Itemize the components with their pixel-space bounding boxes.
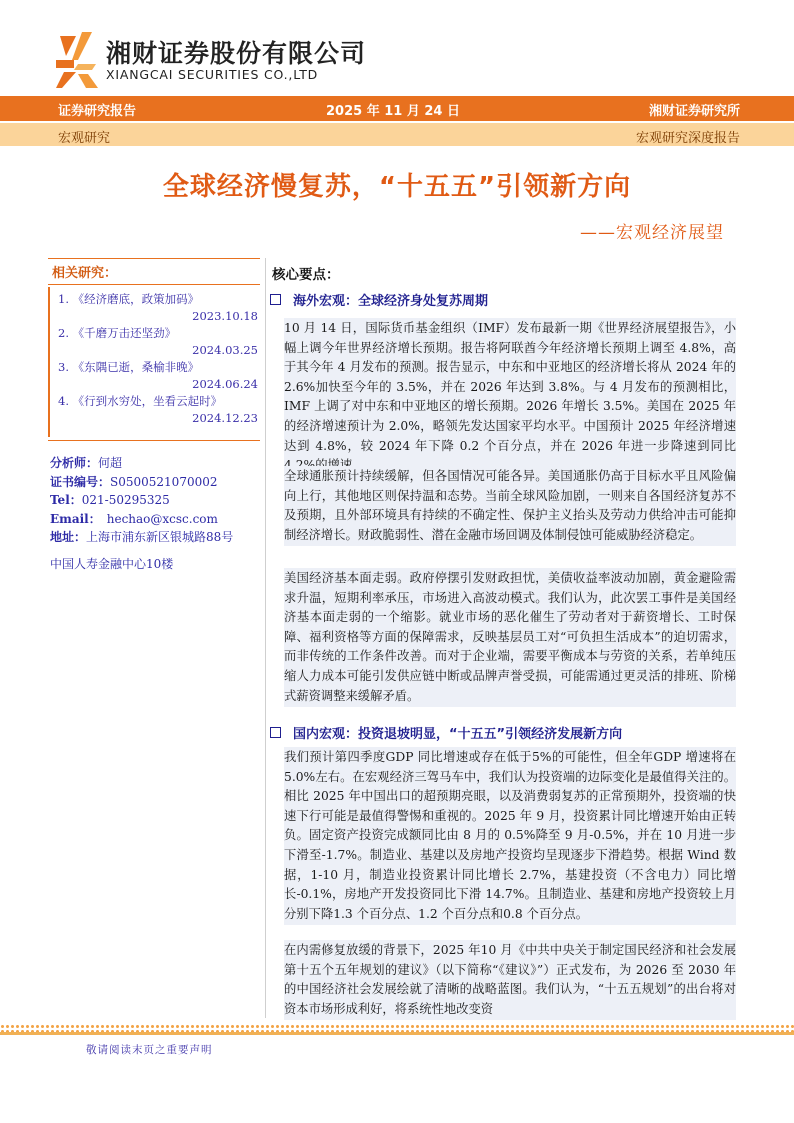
related-research-heading: 相关研究： bbox=[52, 266, 118, 281]
column-divider bbox=[265, 258, 266, 1018]
related-research-item[interactable]: 4. 《行到水穷处，坐看云起时》 2024.12.23 bbox=[58, 394, 258, 425]
research-institute: 湘财证券研究所 bbox=[648, 104, 740, 119]
analyst-info bbox=[50, 454, 260, 573]
report-date: 2025 年 11 月 24 日 bbox=[326, 104, 460, 119]
divider bbox=[48, 284, 260, 285]
related-research-list bbox=[48, 287, 262, 437]
paragraph: 在内需修复放缓的背景下，2025 年10 月《中共中央关于制定国民经济和社会发展第十五个五年规划的建议》（以下简称“《建议》”）正式发布，为 2026 至 2030 年的中国经济社会发展绘就了清晰的战略蓝图。我们认为，“十五五规划”的出台将对资本市场形成利好，将系统性地改变资 bbox=[284, 940, 736, 1020]
analyst-address-row-2: 中国人寿金融中心10楼 bbox=[50, 556, 174, 571]
related-research-item[interactable]: 2. 《千磨万击还坚劲》 2024.03.25 bbox=[58, 326, 258, 357]
analyst-address-row: 地址：上海市浦东新区银城路88号 bbox=[50, 530, 234, 544]
analyst-name-row: 分析师：何超 bbox=[50, 456, 123, 470]
related-research-item[interactable]: 3. 《东隅已逝，桑榆非晚》 2024.06.24 bbox=[58, 360, 258, 391]
paragraph: 全球通胀预计持续缓解，但各国情况可能各异。美国通胀仍高于目标水平且风险偏向上行，其他地区则保持温和态势。当前全球风险加剧，一则来自各国经济复苏不及预期，且外部环境具有持续的不确定性、保护主义抬头及劳动力供给冲击可能抑制经济增长。财政脆弱性、潜在金融市场回调及体制侵蚀可能威胁经济稳定。 bbox=[284, 466, 736, 546]
core-points-heading: 核心要点： bbox=[272, 267, 340, 283]
section-heading-overseas: 海外宏观：全球经济身处复苏周期 bbox=[270, 290, 488, 309]
company-name-cn: 湘财证券股份有限公司 bbox=[106, 39, 367, 68]
header-bar-primary bbox=[0, 96, 794, 121]
report-type: 证券研究报告 bbox=[58, 104, 137, 119]
paragraph: 我们预计第四季度GDP 同比增速或存在低于5%的可能性，但全年GDP 增速将在 5.0%左右。在宏观经济三驾马车中，我们认为投资端的边际变化是最值得关注的。相比 2025 年中国出口的超预期亮眼，以及消费弱复苏的正常预期外，投资端的快速下行可能是最值得警惕和重视的。2025 年 9 月，投资累计同比增速开始由正转负。固定资产投资完成额同比由 8 月的 0.5%降至 9 月-0.5%，并在 10 月进一步下滑至-1.7%。制造业、基建以及房地产投资均呈现逐步下滑趋势。根据 Wind 数据，1-10 月，制造业投资累计同比增长 2.7%，基建投资（不含电力）同比增长-0.1%，房地产开发投资同比下滑 14.7%。且制造业、基建和房地产投资较上月分别下降1.3 个百分点、1.2 个百分点和0.8 个百分点。 bbox=[284, 747, 736, 925]
analyst-email-row[interactable]: Email： hechao@xcsc.com bbox=[50, 511, 218, 526]
research-category: 宏观研究 bbox=[58, 131, 111, 146]
footer-bar bbox=[0, 1032, 794, 1035]
checkbox-bullet-icon bbox=[270, 727, 281, 738]
paragraph: 美国经济基本面走弱。政府停摆引发财政担忧，美债收益率波动加剧，黄金避险需求升温，短期利率承压，市场进入高波动模式。我们认为，此次罢工事件是美国经济基本面走弱的一个缩影。就业市场的恶化催生了劳动者对于薪资增长、工时保障、福利资格等方面的保障需求，反映基层员工对“可负担生活成本”的迫切需求，而非传统的工作条件改善。而对于企业端，需要平衡成本与劳资的关系，若单纯压缩人力成本可能引发供应链中断或品牌声誉受损，可能需通过更灵活的排班、阶梯式薪资调整来缓解矛盾。 bbox=[284, 568, 736, 707]
divider bbox=[48, 440, 260, 441]
report-subcategory: 宏观研究深度报告 bbox=[635, 131, 740, 146]
company-logo-icon bbox=[52, 30, 102, 90]
divider bbox=[48, 258, 260, 259]
related-research-item[interactable]: 1. 《经济磨底，政策加码》 2023.10.18 bbox=[58, 292, 258, 323]
footer-disclaimer-notice[interactable]: 敬请阅读末页之重要声明 bbox=[86, 1044, 213, 1056]
analyst-tel-row: Tel：021-50295325 bbox=[50, 493, 170, 507]
page-subtitle: ——宏观经济展望 bbox=[580, 223, 724, 243]
header-bar-secondary bbox=[0, 123, 794, 146]
analyst-cert-row: 证书编号：S0500521070002 bbox=[50, 474, 218, 489]
footer-dotted-band bbox=[0, 1024, 794, 1032]
page-title: 全球经济慢复苏，“十五五”引领新方向 bbox=[162, 172, 632, 202]
paragraph: 10 月 14 日，国际货币基金组织（IMF）发布最新一期《世界经济展望报告》，小幅上调今年世界经济增长预期。报告将阿联酋今年经济增长预期上调至 4.8%，高于其今年 4 月发布的预测。报告显示，中东和中亚地区的经济增长将从 2024 年的 2.6%加快至今年的 3.5%，并在 2026 年达到 3.8%。与 4 月发布的预测相比，IMF 上调了对中东和中亚地区的增长预期。2026 年增长 3.5%。美国在 2025 年的经济增速预计为 2.0%，略领先发达国家平均水平。中国预计 2025 年经济增速达到 4.8%，较 2024 年下降 0.2 个百分点，并在 2026 年进一步降速到同比 bbox=[284, 318, 736, 477]
section-heading-domestic: 国内宏观：投资退坡明显，“十五五”引领经济发展新方向 bbox=[270, 723, 622, 742]
checkbox-bullet-icon bbox=[270, 294, 281, 305]
company-name-en: XIANGCAI SECURITIES CO.,LTD bbox=[106, 67, 319, 82]
